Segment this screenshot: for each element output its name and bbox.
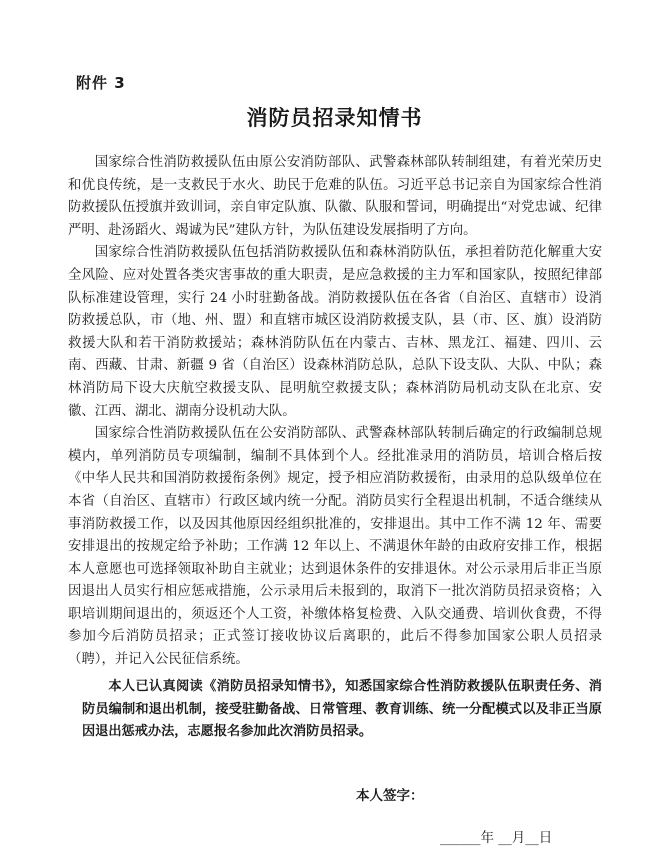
paragraph: 国家综合性消防救援队伍包括消防救援队伍和森林消防队伍，承担着防范化解重大安全风险、应对处置各类灾害事故的重大职责，是应急救援的主力军和国家队，按照纪律部队标准建设管理，实行 24 小时驻勤备战。消防救援队伍在各省（自治区、直辖市）设消防救援总队，市（地、州、盟）和直辖市城区设消防救援支队，县（市、区、旗）设消防救援大队和若干消防救援站；森林消防队伍在内蒙古、吉林、黑龙江、福建、四川、云南、西藏、甘肃、新疆 9 省（自治区）设森林消防总队，总队下设支队、大队、中队；森林消防局下设大庆航空救援支队、昆明航空救援支队；森林消防局机动支队在北京、安徽、江西、湖北、湖南分设机动大队。 [68,245,602,419]
signature-label: 本人签字： [356,788,424,804]
declaration-text: 本人已认真阅读《消防员招录知情书》，知悉国家综合性消防救援队伍职责任务、消防员编制和退出机制，接受驻勤备战、日常管理、教育训练、统一分配模式以及非正当原因退出惩戒办法，志愿报名参加此次消防员招录。 [82,679,602,739]
paragraph: 国家综合性消防救援队伍由原公安消防部队、武警森林部队转制组建，有着光荣历史和优良传统，是一支救民于水火、助民于危难的队伍。习近平总书记亲自为国家综合性消防救援队伍授旗并致训词，亲自审定队旗、队徽、队服和誓词，明确提出“对党忠诚、纪律严明、赴汤蹈火、竭诚为民”建队方针，为队伍建设发展指明了方向。 [68,155,602,238]
body-text [68,152,602,672]
page-title: 消防员招录知情书 [246,105,423,130]
attachment-label: 附件 3 [76,74,126,92]
paragraph: 国家综合性消防救援队伍在公安消防部队、武警森林部队转制后确定的行政编制总规模内，单列消防员专项编制，编制不具体到个人。经批准录用的消防员，培训合格后按《中华人民共和国消防救援衔条例》规定，授予相应消防救援衔，由录用的总队级单位在本省（自治区、直辖市）行政区域内统一分配。消防员实行全程退出机制，不适合继续从事消防救援工作，以及因其他原因经组织批准的，安排退出。其中工作不满 12 年、需要安排退出的按规定给予补助；工作满 12 年以上、不满退休年龄的由政府安排工作，根据本人意愿也可选择领取补助自主就业；达到退休条件的安排退休。对公示录用后非正当原因退出人员实行相应惩戒措施，公示录用后未报到的，取消下一批次消防员招录资格；入职培训期间退出的，须返还个人工资，补缴体格复检费、入队交通费、培训伙食费，不得参加今后消防员招录；正式签订接收协议后离职的，此后不得参加国家公职人员招录（聘），并记入公民征信系统。 [68,426,602,668]
declaration-block [82,676,602,744]
date-line: ______年 __月__日 [440,830,553,846]
